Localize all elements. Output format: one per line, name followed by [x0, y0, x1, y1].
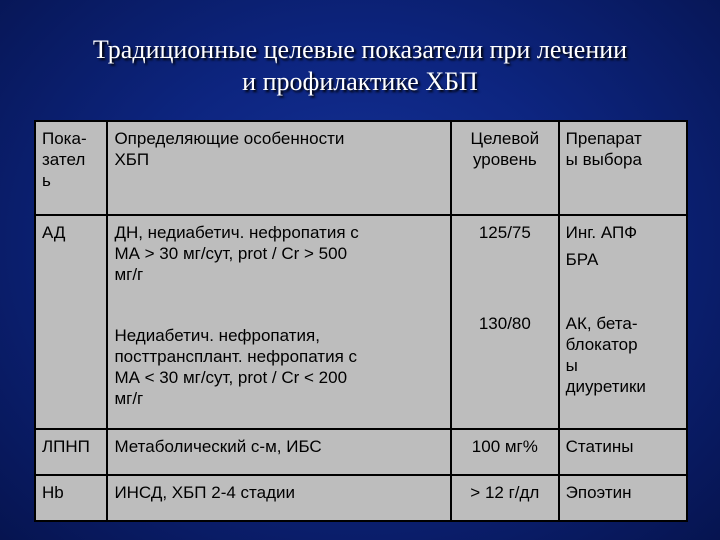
cell-features: ИНСД, ХБП 2-4 стадии: [107, 475, 451, 521]
cell-indicator: ЛПНП: [35, 429, 107, 475]
cell-features: ДН, недиабетич. нефропатия с МА > 30 мг/сут, prot / Cr > 500 мг/г: [107, 215, 451, 307]
table-header-row: [35, 121, 687, 215]
cell-drugs: Инг. АПФ БРА: [559, 215, 687, 307]
cell-indicator: Hb: [35, 475, 107, 521]
cell-target: > 12 г/дл: [451, 475, 559, 521]
table-row: [35, 307, 687, 429]
table-row: [35, 429, 687, 475]
slide-title: [0, 34, 720, 98]
target-indicators-table: [34, 120, 688, 522]
header-target: Целевой уровень: [451, 121, 559, 215]
cell-drugs: Статины: [559, 429, 687, 475]
cell-drugs: АК, бета- блокатор ы диуретики: [559, 307, 687, 429]
cell-target: 100 мг%: [451, 429, 559, 475]
cell-indicator: [35, 307, 107, 429]
table-row: [35, 475, 687, 521]
header-indicator: Пока- зател ь: [35, 121, 107, 215]
title-line-2: и профилактике ХБП: [242, 67, 478, 96]
cell-drugs: Эпоэтин: [559, 475, 687, 521]
header-features: Определяющие особенности ХБП: [107, 121, 451, 215]
header-drugs: Препарат ы выбора: [559, 121, 687, 215]
table-row: [35, 215, 687, 307]
cell-target: 130/80: [451, 307, 559, 429]
cell-indicator: АД: [35, 215, 107, 307]
cell-features: Метаболический с-м, ИБС: [107, 429, 451, 475]
cell-target: 125/75: [451, 215, 559, 307]
cell-features: Недиабетич. нефропатия, посттрансплант. нефропатия с МА < 30 мг/сут, prot / Cr < 200 мг/г: [107, 307, 451, 429]
title-line-1: Традиционные целевые показатели при лечении: [92, 35, 628, 64]
